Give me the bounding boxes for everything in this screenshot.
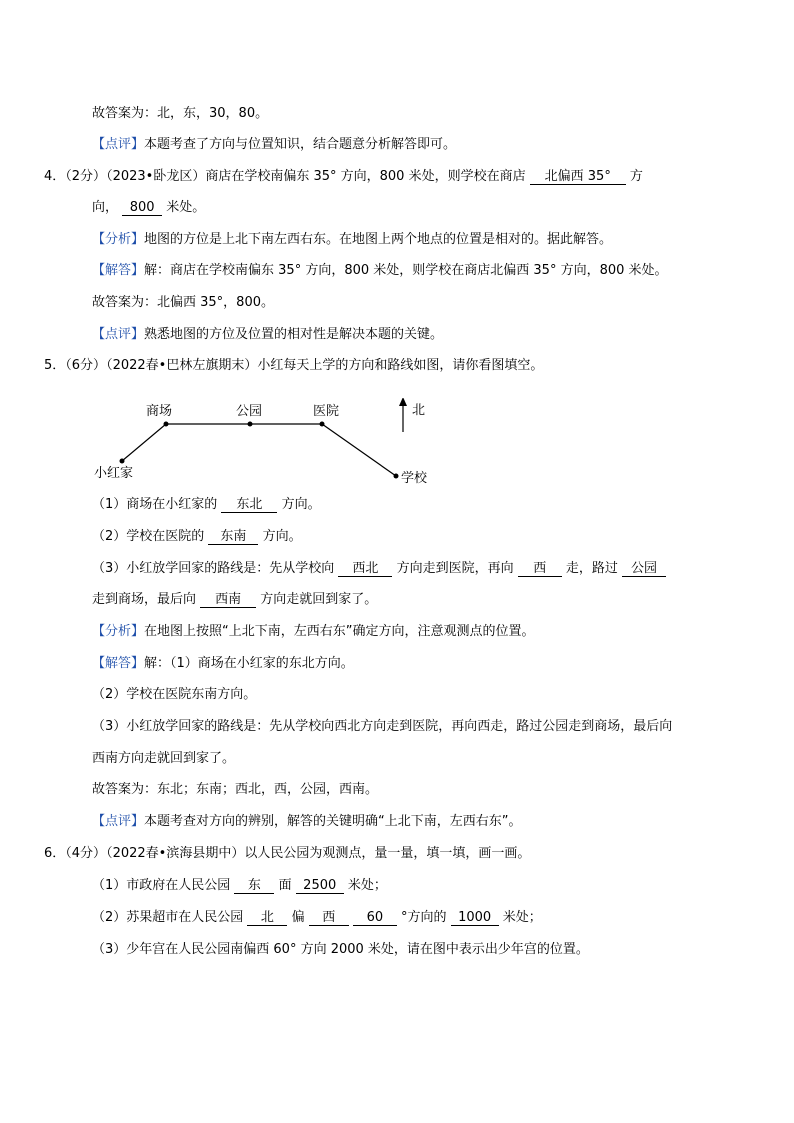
route-line xyxy=(122,424,396,476)
q4-review: 【点评】熟悉地图的方位及位置的相对性是解决本题的关键。 xyxy=(92,327,444,342)
q5-solution-3: （3）小红放学回家的路线是：先从学校向西北方向走到医院，再向西走，路过公园走到商场，最后向 xyxy=(92,719,673,734)
q5-answer: 故答案为：东北；东南；西北，西，公园，西南。 xyxy=(92,782,379,797)
q4-solution: 【解答】解：商店在学校南偏东 35° 方向，800 米处，则学校在商店北偏西 35° 方向，800 米处。 xyxy=(92,263,668,278)
route-diagram xyxy=(88,398,448,498)
q5-sub3-line2: 走到商场，最后向 西南 方向走就回到家了。 xyxy=(92,592,378,607)
q6-blank-4: 西 xyxy=(309,910,349,926)
q5-solution-4: 西南方向走就回到家了。 xyxy=(92,751,236,766)
label-home: 小红家 xyxy=(94,466,134,481)
q4-analysis: 【分析】地图的方位是上北下南左西右东。在地图上两个地点的位置是相对的。据此解答。 xyxy=(92,232,613,247)
q5-blank-5: 公园 xyxy=(622,561,666,577)
q5-blank-1: 东北 xyxy=(221,497,277,513)
review-line: 【点评】本题考查了方向与位置知识，结合题意分析解答即可。 xyxy=(92,137,457,152)
q6-blank-6: 1000 xyxy=(451,910,499,926)
q4-stem: 4．（2分）（2023•卧龙区）商店在学校南偏东 35° 方向，800 米处，则学校在商店 北偏西 35° 方 xyxy=(44,169,643,184)
q6-blank-2: 2500 xyxy=(296,878,344,894)
label-mall: 商场 xyxy=(146,404,173,419)
q4-blank-1: 北偏西 35° xyxy=(530,169,626,185)
q4-answer: 故答案为：北偏西 35°，800。 xyxy=(92,295,274,310)
label-north: 北 xyxy=(412,403,426,418)
hospital-dot xyxy=(320,422,325,427)
q5-sub2: （2）学校在医院的 东南 方向。 xyxy=(92,529,302,544)
q5-review: 【点评】本题考查对方向的辨别，解答的关键明确“上北下南，左西右东”。 xyxy=(92,814,522,829)
q6-stem: 6．（4分）（2022春•滨海县期中）以人民公园为观测点，量一量，填一填，画一画。 xyxy=(44,846,531,861)
q5-sub1: （1）商场在小红家的 东北 方向。 xyxy=(92,497,321,512)
q5-solution: 【解答】解：（1）商场在小红家的东北方向。 xyxy=(92,656,354,671)
q5-blank-4: 西 xyxy=(518,561,562,577)
q6-blank-5: 60 xyxy=(353,910,397,926)
q6-blank-3: 北 xyxy=(247,910,287,926)
q5-blank-6: 西南 xyxy=(200,592,256,608)
answer-line: 故答案为：北，东，30，80。 xyxy=(92,106,269,121)
label-park: 公园 xyxy=(236,404,263,419)
q5-stem: 5．（6分）（2022春•巴林左旗期末）小红每天上学的方向和路线如图，请你看图填空。 xyxy=(44,358,544,373)
q6-blank-1: 东 xyxy=(234,878,274,894)
park-dot xyxy=(248,422,253,427)
school-dot xyxy=(394,474,399,479)
q5-sub3: （3）小红放学回家的路线是：先从学校向 西北 方向走到医院，再向 西 走，路过 公园 xyxy=(92,560,666,578)
q4-stem-line2: 向， 800 米处。 xyxy=(92,200,206,215)
q6-sub2: （2）苏果超市在人民公园 北 偏 西 60 °方向的 1000 米处； xyxy=(92,910,542,925)
q6-sub3: （3）少年宫在人民公园南偏西 60° 方向 2000 米处，请在图中表示出少年宫的位置。 xyxy=(92,942,589,957)
home-dot xyxy=(120,459,125,464)
review-tag: 【点评】 xyxy=(92,137,145,152)
q6-sub1: （1）市政府在人民公园 东 面 2500 米处； xyxy=(92,878,387,893)
label-school: 学校 xyxy=(401,471,428,486)
mall-dot xyxy=(164,422,169,427)
q5-analysis: 【分析】在地图上按照“上北下南，左西右东”确定方向，注意观测点的位置。 xyxy=(92,624,535,639)
q4-blank-2: 800 xyxy=(122,200,162,216)
north-arrowhead-icon xyxy=(399,398,407,406)
q5-solution-2: （2）学校在医院东南方向。 xyxy=(92,687,257,702)
q5-blank-2: 东南 xyxy=(208,529,258,545)
label-hospital: 医院 xyxy=(313,404,340,419)
q5-blank-3: 西北 xyxy=(338,561,392,577)
